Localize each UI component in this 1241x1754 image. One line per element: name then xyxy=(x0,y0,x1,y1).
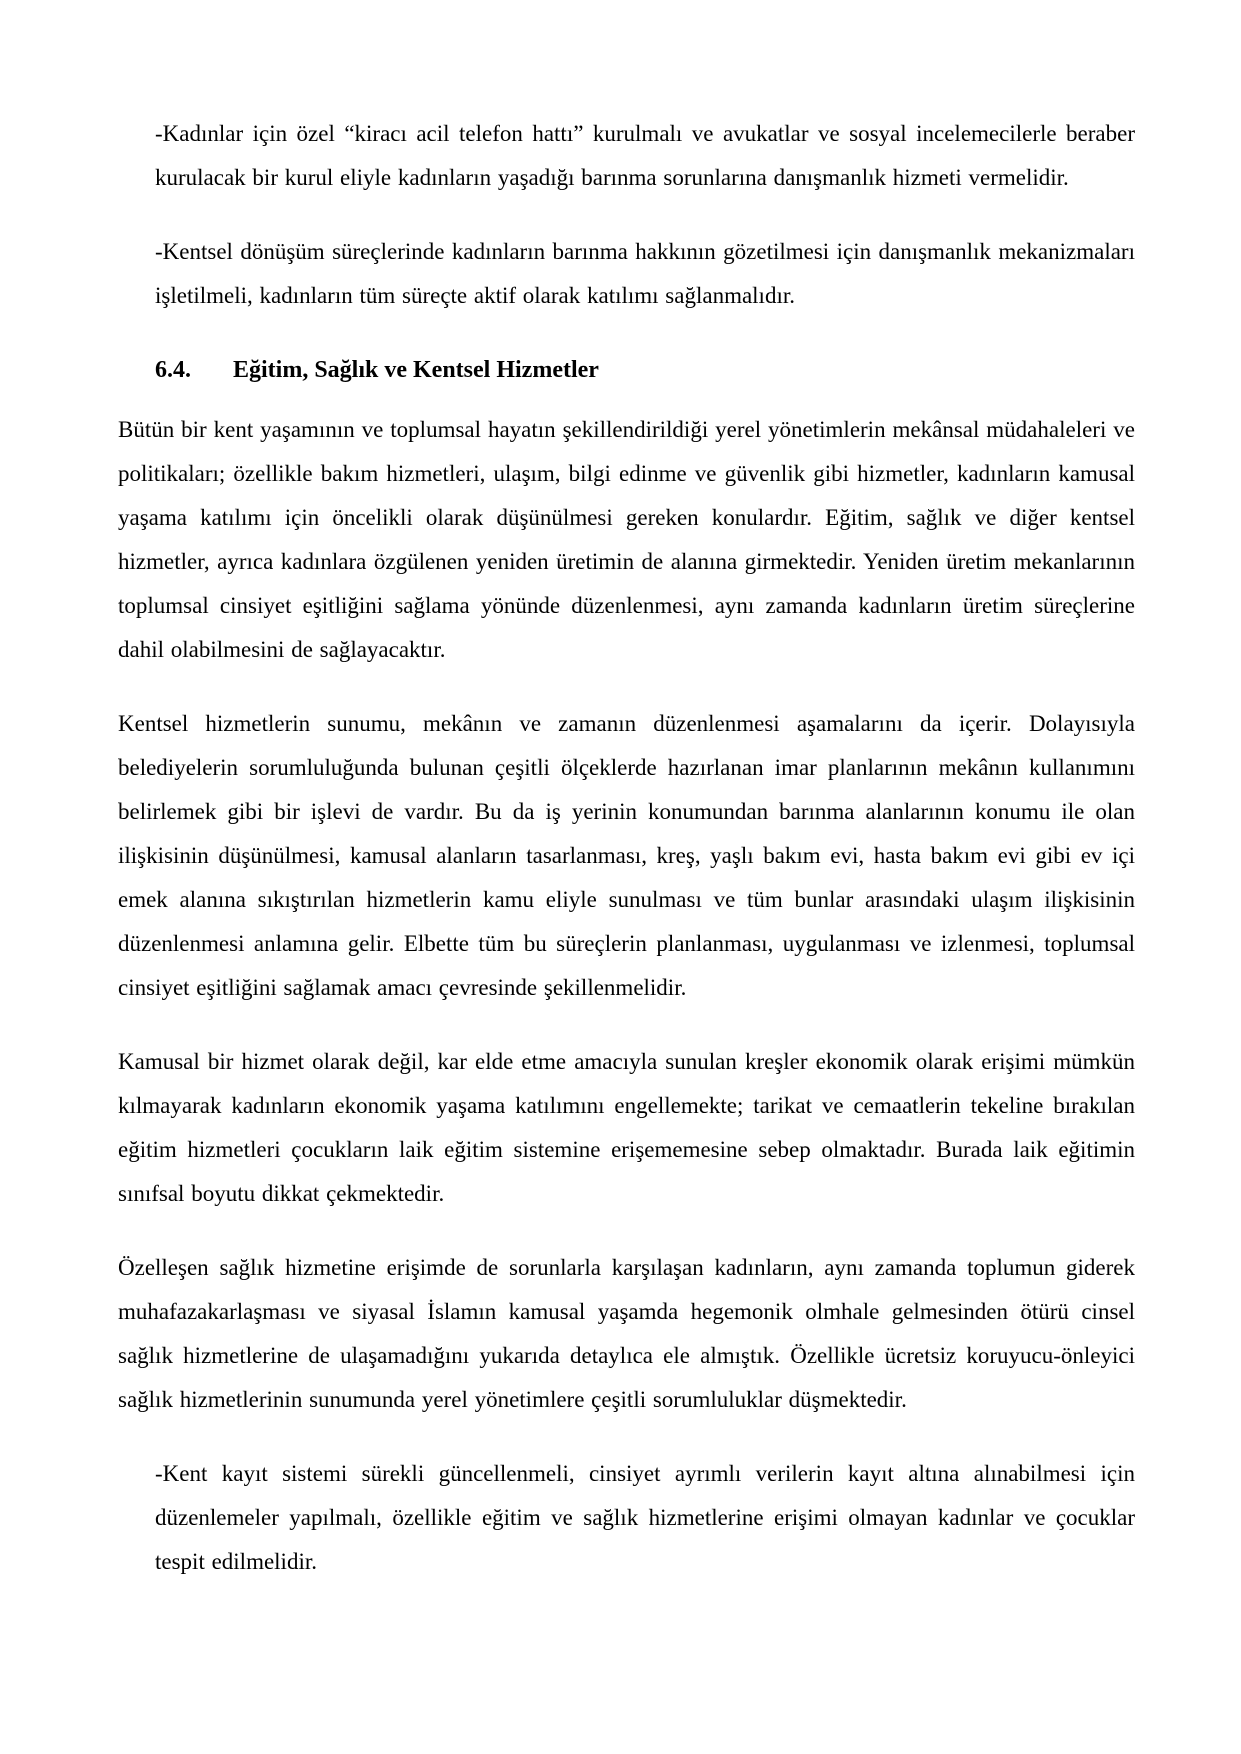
section-number: 6.4. xyxy=(155,357,191,383)
bullet-paragraph: -Kentsel dönüşüm süreçlerinde kadınların barınma hakkının gözetilmesi için danışmanlık mekanizmaları işletilmeli, kadınların tüm süreçte aktif olarak katılımı sağlanmalıdır. xyxy=(155,239,1135,308)
body-paragraph: Özelleşen sağlık hizmetine erişimde de sorunlarla karşılaşan kadınların, aynı zamanda toplumun giderek muhafazakarlaşması ve siyasal İslamın kamusal yaşamda hegemonik olmhale gelmesinden ötürü cinsel sağlık hizmetlerine de ulaşamadığını yukarıda detaylıca ele almıştık. Özellikle ücretsiz koruyucu-önleyici sağlık hizmetlerinin sunumunda yerel yönetimlere çeşitli sorumluluklar düşmektedir. xyxy=(118,1255,1135,1412)
bullet-paragraph: -Kadınlar için özel “kiracı acil telefon hattı” kurulmalı ve avukatlar ve sosyal incelemecilerle beraber kurulacak bir kurul eliyle kadınların yaşadığı barınma sorunlarına danışmanlık hizmeti vermelidir. xyxy=(155,121,1135,190)
section-title: Eğitim, Sağlık ve Kentsel Hizmetler xyxy=(233,357,599,383)
body-paragraph: Bütün bir kent yaşamının ve toplumsal hayatın şekillendirildiği yerel yönetimlerin mekânsal müdahaleleri ve politikaları; özellikle bakım hizmetleri, ulaşım, bilgi edinme ve güvenlik gibi hizmetler, kadınların kamusal yaşama katılımı için öncelikli olarak düşünülmesi gereken konulardır. Eğitim, sağlık ve diğer kentsel hizmetler, ayrıca kadınlara özgülenen yeniden üretimin de alanına girmektedir. Yeniden üretim mekanlarının toplumsal cinsiyet eşitliğini sağlama yönünde düzenlenmesi, aynı zamanda kadınların üretim süreçlerine dahil olabilmesini de sağlayacaktır. xyxy=(118,417,1135,662)
bullet-paragraph: -Kent kayıt sistemi sürekli güncellenmeli, cinsiyet ayrımlı verilerin kayıt altına alınabilmesi için düzenlemeler yapılmalı, özellikle eğitim ve sağlık hizmetlerine erişimi olmayan kadınlar ve çocuklar tespit edilmelidir. xyxy=(155,1461,1135,1574)
section-heading xyxy=(155,348,1135,392)
body-paragraph: Kamusal bir hizmet olarak değil, kar elde etme amacıyla sunulan kreşler ekonomik olarak erişimi mümkün kılmayarak kadınların ekonomik yaşama katılımını engellemekte; tarikat ve cemaatlerin tekeline bırakılan eğitim hizmetleri çocukların laik eğitim sistemine erişememesine sebep olmaktadır. Burada laik eğitimin sınıfsal boyutu dikkat çekmektedir. xyxy=(118,1049,1135,1206)
body-paragraph: Kentsel hizmetlerin sunumu, mekânın ve zamanın düzenlenmesi aşamalarını da içerir. Dolayısıyla belediyelerin sorumluluğunda bulunan çeşitli ölçeklerde hazırlanan imar planlarının mekânın kullanımını belirlemek gibi bir işlevi de vardır. Bu da iş yerinin konumundan barınma alanlarının konumu ile olan ilişkisinin düşünülmesi, kamusal alanların tasarlanması, kreş, yaşlı bakım evi, hasta bakım evi gibi ev içi emek alanına sıkıştırılan hizmetlerin kamu eliyle sunulması ve tüm bunlar arasındaki ulaşım ilişkisinin düzenlenmesi anlamına gelir. Elbette tüm bu süreçlerin planlanması, uygulanması ve izlenmesi, toplumsal cinsiyet eşitliğini sağlamak amacı çevresinde şekillenmelidir. xyxy=(118,711,1135,1000)
